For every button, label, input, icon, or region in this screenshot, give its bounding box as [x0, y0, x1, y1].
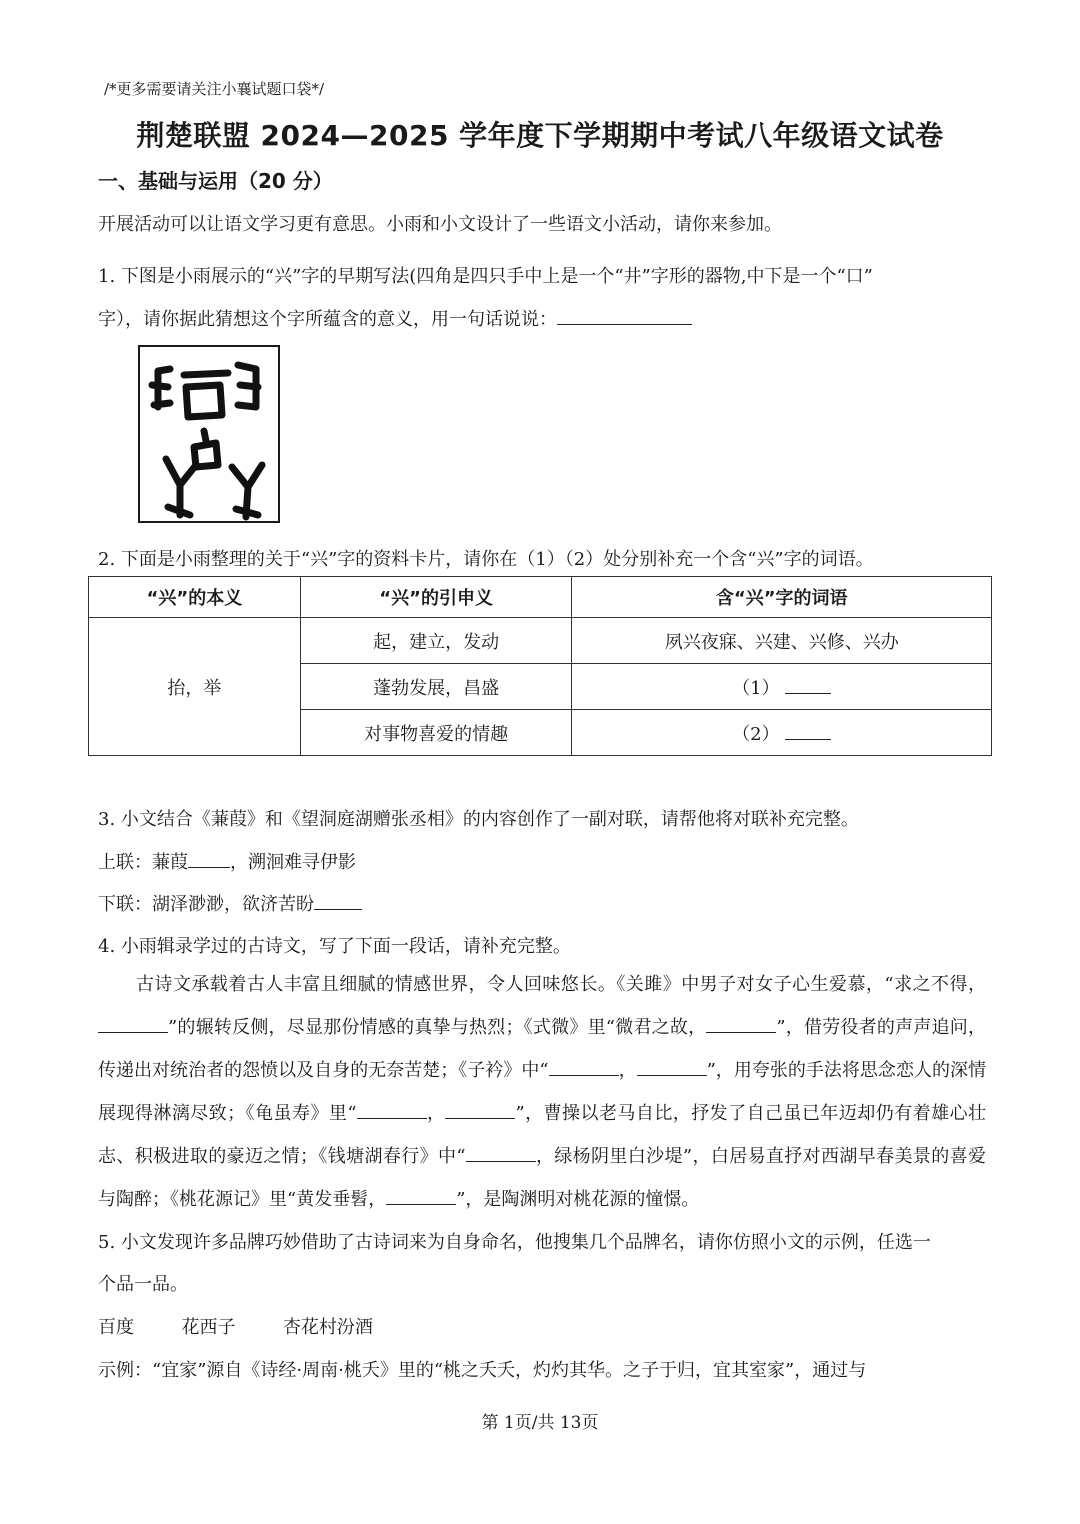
words-cell-2: （2） — [572, 710, 992, 756]
words-cell: 夙兴夜寐、兴建、兴修、兴办 — [572, 618, 992, 664]
header-original-meaning: “兴”的本义 — [89, 577, 301, 618]
q5-example: 示例：“宜家”源自《诗经·周南·桃夭》里的“桃之夭夭，灼灼其华。之子于归，宜其室家”，通过与 — [98, 1360, 867, 1381]
extended-cell: 蓬勃发展，昌盛 — [300, 664, 572, 710]
words-cell-1: （1） — [572, 664, 992, 710]
brand-item: 百度 — [98, 1317, 134, 1338]
q3-upper-couplet: 上联：蒹葭 ，溯洄难寻伊影 — [98, 848, 356, 874]
q4-blank-2[interactable] — [706, 1013, 776, 1033]
q4-text: 4. 小雨辑录学过的古诗文，写了下面一段话，请补充完整。 — [98, 936, 571, 957]
header-words: 含“兴”字的词语 — [572, 577, 992, 618]
q3-upper-blank[interactable] — [188, 848, 230, 868]
q4-blank-7[interactable] — [466, 1142, 536, 1162]
q4-blank-4[interactable] — [637, 1056, 707, 1076]
q4-blank-8[interactable] — [386, 1185, 456, 1205]
q1-text-line2: 字），请你据此猜想这个字所蕴含的意义，用一句话说说： — [98, 305, 692, 331]
brand-item: 花西子 — [181, 1317, 236, 1338]
q2-blank-1[interactable] — [785, 674, 831, 694]
exam-title: 荆楚联盟 2024—2025 学年度下学期期中考试八年级语文试卷 — [136, 119, 944, 152]
xing-glyph-icon — [140, 347, 278, 521]
page-footer: 第 1页/共 13页 — [481, 1413, 599, 1433]
q3-lower-blank[interactable] — [314, 890, 362, 910]
q5-text-line2: 个品一品。 — [98, 1274, 188, 1295]
q4-blank-6[interactable] — [445, 1099, 515, 1119]
header-extended-meaning: “兴”的引申义 — [300, 577, 572, 618]
q3-lower-couplet: 下联：湖泽渺渺，欲济苦盼 — [98, 890, 362, 916]
q2-text: 2. 下面是小雨整理的关于“兴”字的资料卡片，请你在（1）（2）处分别补充一个含“兴”字的词语。 — [98, 549, 874, 570]
extended-cell: 起，建立，发动 — [300, 618, 572, 664]
brand-item: 杏花村汾酒 — [282, 1317, 373, 1338]
extended-cell: 对事物喜爱的情趣 — [300, 710, 572, 756]
intro-text: 开展活动可以让语文学习更有意思。小雨和小文设计了一些语文小活动，请你来参加。 — [98, 214, 782, 235]
q1-text-line1: 1. 下图是小雨展示的“兴”字的早期写法(四角是四只手中上是一个“井”字形的器物,中下是一个“口” — [98, 266, 873, 287]
q4-blank-1[interactable] — [98, 1013, 168, 1033]
header-note: /*更多需要请关注小襄试题口袋*/ — [104, 80, 325, 98]
q2-blank-2[interactable] — [785, 720, 831, 740]
table-row — [89, 618, 992, 664]
q4-paragraph: 古诗文承载着古人丰富且细腻的情感世界，令人回味悠长。《关雎》中男子对女子心生爱慕，“求之不得，”的辗转反侧，尽显那份情感的真挚与热烈；《式微》里“微君之故， ”，借劳役者的声声追问，传递出对统治者的怨愤以及自身的无奈苦楚；《子衿》中“ ， ”，用夸张的手法将思念恋人的深情展现得淋漓尽致；《龟虽寿》里“ ， ”，曹操以老马自比，抒发了自己虽已年迈却仍有着雄心壮志、积极进取的豪迈之情；《钱塘湖春行》中“ ，绿杨阴里白沙堤”，白居易直抒对西湖早春美景的喜爱与陶醉；《桃花源记》里“黄发垂髫， ”，是陶渊明对桃花源的憧憬。 — [98, 974, 987, 1210]
brand-list — [98, 1313, 373, 1339]
q5-text-line1: 5. 小文发现许多品牌巧妙借助了古诗词来为自身命名，他搜集几个品牌名，请你仿照小文的示例，任选一 — [98, 1232, 931, 1253]
oracle-bone-glyph-image — [138, 345, 280, 523]
q1-answer-blank[interactable] — [557, 305, 692, 325]
xing-info-card-table — [88, 576, 992, 756]
q3-text: 3. 小文结合《蒹葭》和《望洞庭湖赠张丞相》的内容创作了一副对联，请帮他将对联补充完整。 — [98, 809, 859, 830]
q4-blank-5[interactable] — [357, 1099, 427, 1119]
original-meaning-cell: 抬，举 — [89, 618, 301, 756]
section-heading: 一、基础与运用（20 分） — [98, 169, 333, 193]
q4-blank-3[interactable] — [549, 1056, 619, 1076]
table-header-row — [89, 577, 992, 618]
